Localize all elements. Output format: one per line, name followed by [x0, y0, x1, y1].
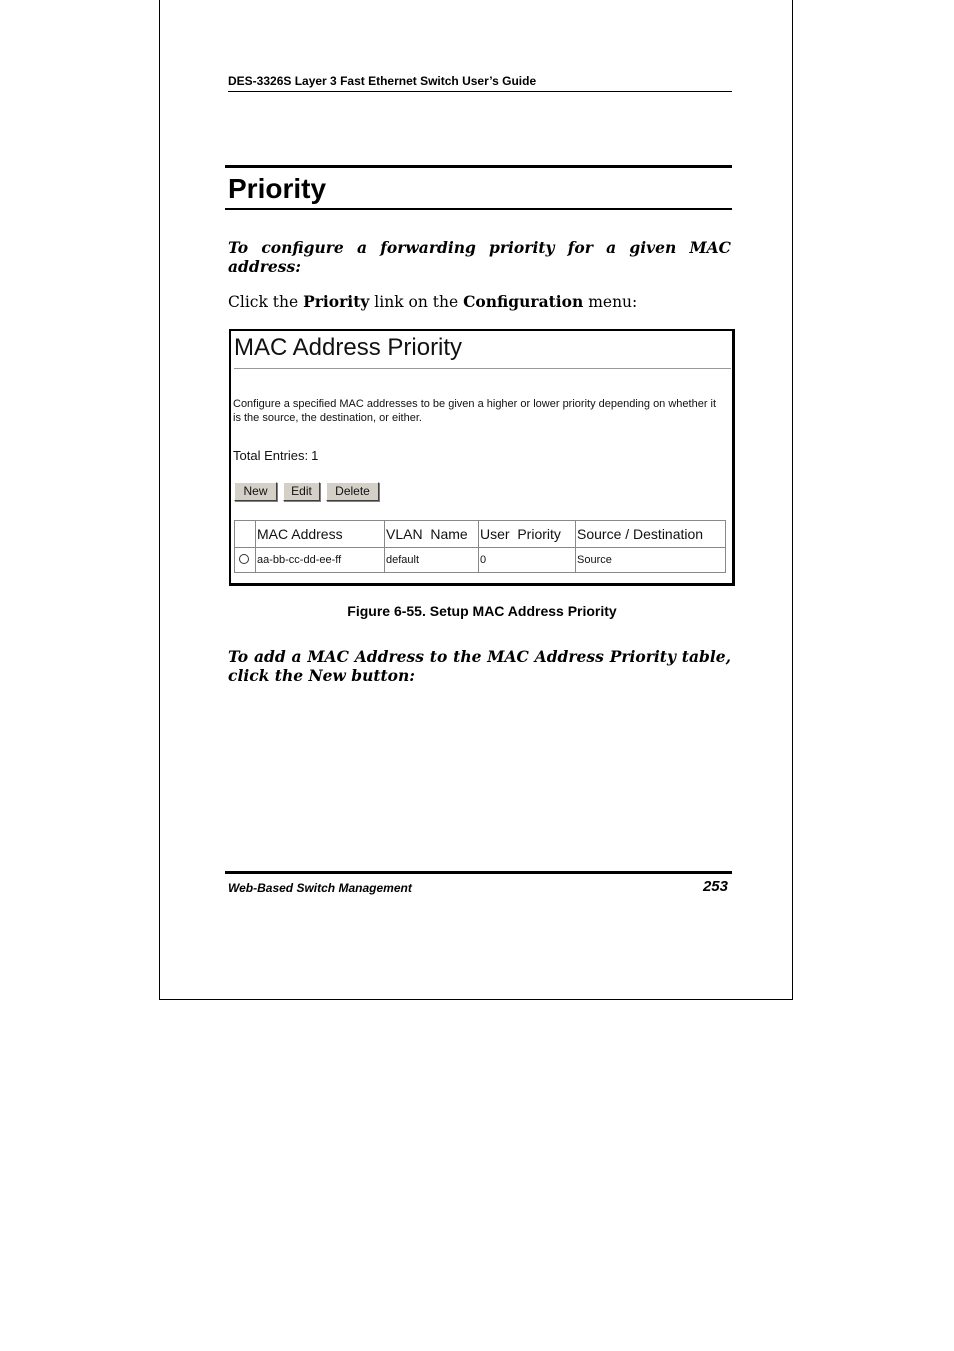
column-header-vlan-name: VLAN Name [385, 521, 479, 548]
configuration-menu-name: Configuration [463, 292, 584, 311]
table-header-row [235, 521, 725, 548]
body-text-part: Click the [228, 293, 304, 311]
mac-address-priority-screenshot [229, 329, 735, 586]
title-rule-top [225, 165, 732, 168]
cell-mac-address: aa-bb-cc-dd-ee-ff [256, 548, 385, 572]
instruction-configure: To configure a forwarding priority for a given MAC address: [228, 238, 731, 276]
body-text-part: link on the [369, 293, 464, 311]
title-rule-bottom [225, 208, 732, 210]
footer-section-name: Web-Based Switch Management [228, 881, 412, 895]
cell-source-destination: Source [577, 554, 612, 566]
row-select-cell [235, 548, 256, 572]
select-column-header [235, 521, 256, 548]
row-select-radio[interactable] [239, 554, 249, 564]
screen-description: Configure a specified MAC addresses to be given a higher or lower priority depending on whether it is the source, the destination, or either. [233, 398, 717, 424]
cell-user-priority: 0 [479, 548, 576, 572]
body-paragraph [228, 292, 637, 312]
instruction-add-mac: To add a MAC Address to the MAC Address Priority table, click the New button: [228, 647, 731, 685]
screen-title: MAC Address Priority [234, 334, 463, 361]
priority-link-name: Priority [303, 292, 370, 311]
cell-vlan-name: default [385, 548, 479, 572]
column-header-source-destination: Source / Destination [576, 521, 725, 548]
column-header-user-priority: User Priority [479, 521, 576, 548]
figure-caption: Figure 6-55. Setup MAC Address Priority [347, 603, 617, 619]
new-button[interactable]: New [234, 482, 277, 501]
total-entries [233, 448, 318, 464]
delete-button[interactable]: Delete [326, 482, 379, 501]
total-entries-label: Total Entries: [233, 448, 309, 463]
column-header-mac-address: MAC Address [256, 521, 385, 548]
table-row [235, 548, 725, 572]
body-text-part: menu: [583, 293, 638, 311]
footer-rule [225, 871, 732, 874]
total-entries-value: 1 [311, 448, 319, 463]
screen-title-divider [234, 368, 731, 369]
section-title: Priority [228, 173, 327, 204]
mac-priority-table [234, 520, 726, 573]
edit-button[interactable]: Edit [283, 482, 320, 501]
page-number: 253 [702, 878, 728, 895]
running-header: DES-3326S Layer 3 Fast Ethernet Switch User’s Guide [228, 74, 732, 92]
